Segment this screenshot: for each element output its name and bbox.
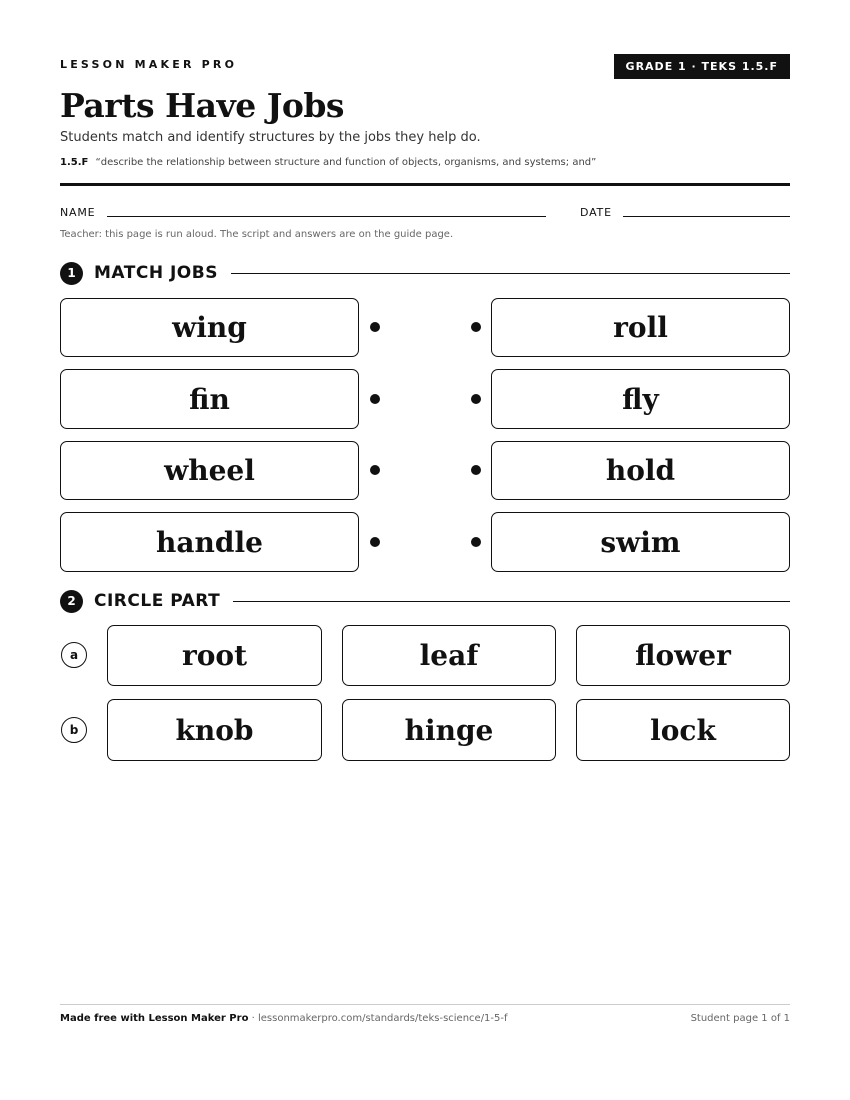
teacher-note: Teacher: this page is run aloud. The script and answers are on the guide page. bbox=[60, 229, 454, 240]
row-letter-b: b bbox=[61, 717, 87, 743]
section-rule bbox=[233, 601, 790, 602]
row-letter-a: a bbox=[61, 642, 87, 668]
section-title: CIRCLE PART bbox=[94, 591, 221, 611]
footer-separator: · bbox=[248, 1013, 258, 1024]
grade-badge: GRADE 1 · TEKS 1.5.F bbox=[614, 54, 790, 79]
footer-made-with: Made free with Lesson Maker Pro bbox=[60, 1013, 249, 1024]
section-rule bbox=[231, 273, 790, 274]
match-left-word[interactable]: handle bbox=[60, 512, 359, 572]
match-dot-right[interactable] bbox=[471, 322, 481, 332]
footer-credit bbox=[60, 1013, 508, 1024]
section-number-badge: 1 bbox=[60, 262, 83, 285]
match-dot-right[interactable] bbox=[471, 394, 481, 404]
brand-label: LESSON MAKER PRO bbox=[60, 58, 238, 71]
footer-divider bbox=[60, 1004, 790, 1005]
match-left-word[interactable]: wing bbox=[60, 298, 359, 357]
match-dot-left[interactable] bbox=[370, 537, 380, 547]
section-title: MATCH JOBS bbox=[94, 263, 218, 283]
match-right-word[interactable]: fly bbox=[491, 369, 790, 429]
section-number-badge: 2 bbox=[60, 590, 83, 613]
footer-url[interactable]: lessonmakerpro.com/standards/teks-science/1-5-f bbox=[257, 1013, 508, 1024]
match-right-word[interactable]: hold bbox=[491, 441, 790, 500]
section-circle-part-header bbox=[60, 588, 790, 614]
match-dot-left[interactable] bbox=[370, 465, 380, 475]
footer-page-number: Student page 1 of 1 bbox=[690, 1013, 790, 1024]
part-option[interactable]: root bbox=[107, 625, 322, 686]
header-divider bbox=[60, 183, 790, 186]
match-dot-right[interactable] bbox=[471, 537, 481, 547]
match-dot-left[interactable] bbox=[370, 394, 380, 404]
name-field[interactable] bbox=[107, 216, 546, 217]
part-option[interactable]: flower bbox=[576, 625, 790, 686]
part-option[interactable]: lock bbox=[576, 699, 790, 761]
part-option[interactable]: leaf bbox=[342, 625, 556, 686]
date-field[interactable] bbox=[623, 216, 790, 217]
match-left-word[interactable]: fin bbox=[60, 369, 359, 429]
part-option[interactable]: knob bbox=[107, 699, 322, 761]
page-title: Parts Have Jobs bbox=[60, 86, 345, 125]
page-subtitle: Students match and identify structures by the jobs they help do. bbox=[60, 130, 481, 145]
section-match-jobs-header bbox=[60, 260, 790, 286]
standard-code: 1.5.F bbox=[60, 157, 89, 168]
match-right-word[interactable]: roll bbox=[491, 298, 790, 357]
match-left-word[interactable]: wheel bbox=[60, 441, 359, 500]
match-dot-left[interactable] bbox=[370, 322, 380, 332]
match-dot-right[interactable] bbox=[471, 465, 481, 475]
standard-text: “describe the relationship between structure and function of objects, organisms, and systems; and” bbox=[95, 157, 597, 168]
date-label: DATE bbox=[580, 206, 612, 219]
name-label: NAME bbox=[60, 206, 96, 219]
standard-line bbox=[60, 157, 596, 168]
match-right-word[interactable]: swim bbox=[491, 512, 790, 572]
part-option[interactable]: hinge bbox=[342, 699, 556, 761]
